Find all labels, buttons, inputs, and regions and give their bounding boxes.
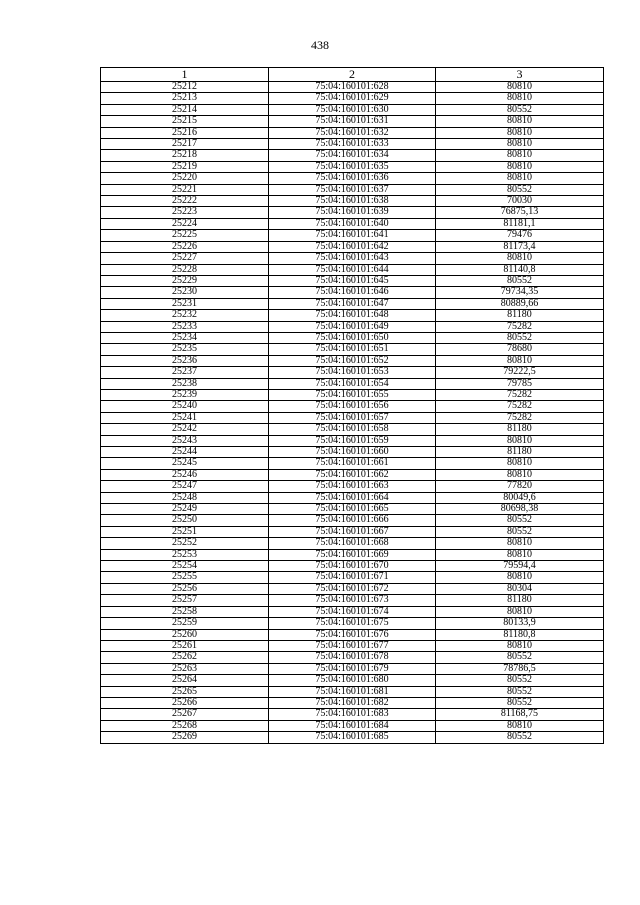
cadastral-number-cell: 75:04:160101:630: [269, 104, 436, 115]
row-number-cell: 25241: [101, 412, 269, 423]
table-row: [101, 595, 604, 606]
cadastral-number-cell: 75:04:160101:669: [269, 549, 436, 560]
row-number-cell: 25214: [101, 104, 269, 115]
value-cell: 76875,13: [436, 207, 604, 218]
cadastral-number-cell: 75:04:160101:661: [269, 458, 436, 469]
row-number-cell: 25245: [101, 458, 269, 469]
row-number-cell: 25247: [101, 481, 269, 492]
table-row: [101, 447, 604, 458]
table-row: [101, 264, 604, 275]
value-cell: 81180,8: [436, 629, 604, 640]
row-number-cell: 25251: [101, 526, 269, 537]
cadastral-number-cell: 75:04:160101:679: [269, 663, 436, 674]
table-row: [101, 549, 604, 560]
value-cell: 80552: [436, 686, 604, 697]
table-row: [101, 492, 604, 503]
value-cell: 80810: [436, 640, 604, 651]
table-row: [101, 606, 604, 617]
header-row: [101, 68, 604, 82]
table-row: [101, 401, 604, 412]
table-row: [101, 389, 604, 400]
table-row: [101, 207, 604, 218]
cadastral-number-cell: 75:04:160101:660: [269, 447, 436, 458]
row-number-cell: 25243: [101, 435, 269, 446]
table-row: [101, 618, 604, 629]
value-cell: 80552: [436, 184, 604, 195]
table-row: [101, 663, 604, 674]
table-row: [101, 697, 604, 708]
value-cell: 70030: [436, 196, 604, 207]
value-cell: 80810: [436, 469, 604, 480]
row-number-cell: 25248: [101, 492, 269, 503]
value-cell: 81173,4: [436, 241, 604, 252]
value-cell: 80552: [436, 732, 604, 743]
cadastral-number-cell: 75:04:160101:666: [269, 515, 436, 526]
table-row: [101, 629, 604, 640]
cadastral-number-cell: 75:04:160101:656: [269, 401, 436, 412]
cadastral-number-cell: 75:04:160101:631: [269, 116, 436, 127]
value-cell: 80049,6: [436, 492, 604, 503]
value-cell: 81181,1: [436, 218, 604, 229]
row-number-cell: 25261: [101, 640, 269, 651]
row-number-cell: 25252: [101, 538, 269, 549]
row-number-cell: 25239: [101, 389, 269, 400]
value-cell: 75282: [436, 412, 604, 423]
row-number-cell: 25220: [101, 173, 269, 184]
row-number-cell: 25219: [101, 161, 269, 172]
value-cell: 80810: [436, 538, 604, 549]
cadastral-number-cell: 75:04:160101:637: [269, 184, 436, 195]
row-number-cell: 25218: [101, 150, 269, 161]
table-row: [101, 526, 604, 537]
row-number-cell: 25257: [101, 595, 269, 606]
cadastral-number-cell: 75:04:160101:678: [269, 652, 436, 663]
row-number-cell: 25268: [101, 720, 269, 731]
row-number-cell: 25231: [101, 298, 269, 309]
table-row: [101, 367, 604, 378]
table-row: [101, 344, 604, 355]
table-row: [101, 652, 604, 663]
row-number-cell: 25227: [101, 253, 269, 264]
value-cell: 80810: [436, 161, 604, 172]
cadastral-number-cell: 75:04:160101:642: [269, 241, 436, 252]
cadastral-number-cell: 75:04:160101:672: [269, 583, 436, 594]
row-number-cell: 25212: [101, 82, 269, 93]
row-number-cell: 25234: [101, 332, 269, 343]
table-row: [101, 173, 604, 184]
value-cell: 80552: [436, 675, 604, 686]
row-number-cell: 25213: [101, 93, 269, 104]
table-row: [101, 218, 604, 229]
value-cell: 80552: [436, 515, 604, 526]
row-number-cell: 25225: [101, 230, 269, 241]
cadastral-number-cell: 75:04:160101:644: [269, 264, 436, 275]
table-row: [101, 538, 604, 549]
table-row: [101, 196, 604, 207]
cadastral-number-cell: 75:04:160101:684: [269, 720, 436, 731]
table-header: [101, 68, 604, 82]
table-row: [101, 116, 604, 127]
cadastral-number-cell: 75:04:160101:675: [269, 618, 436, 629]
value-cell: 80810: [436, 173, 604, 184]
value-cell: 80810: [436, 572, 604, 583]
value-cell: 80810: [436, 720, 604, 731]
row-number-cell: 25222: [101, 196, 269, 207]
value-cell: 79476: [436, 230, 604, 241]
value-cell: 80810: [436, 150, 604, 161]
table-row: [101, 640, 604, 651]
row-number-cell: 25250: [101, 515, 269, 526]
row-number-cell: 25238: [101, 378, 269, 389]
row-number-cell: 25215: [101, 116, 269, 127]
cadastral-number-cell: 75:04:160101:649: [269, 321, 436, 332]
row-number-cell: 25249: [101, 504, 269, 515]
table-row: [101, 515, 604, 526]
table-row: [101, 150, 604, 161]
table-row: [101, 275, 604, 286]
cadastral-number-cell: 75:04:160101:659: [269, 435, 436, 446]
table-row: [101, 572, 604, 583]
table-row: [101, 287, 604, 298]
cadastral-number-cell: 75:04:160101:653: [269, 367, 436, 378]
cadastral-number-cell: 75:04:160101:651: [269, 344, 436, 355]
row-number-cell: 25217: [101, 139, 269, 150]
row-number-cell: 25246: [101, 469, 269, 480]
row-number-cell: 25224: [101, 218, 269, 229]
cadastral-number-cell: 75:04:160101:658: [269, 424, 436, 435]
value-cell: 80810: [436, 549, 604, 560]
cadastral-number-cell: 75:04:160101:633: [269, 139, 436, 150]
row-number-cell: 25269: [101, 732, 269, 743]
table-row: [101, 504, 604, 515]
value-cell: 80810: [436, 116, 604, 127]
cadastral-number-cell: 75:04:160101:663: [269, 481, 436, 492]
row-number-cell: 25226: [101, 241, 269, 252]
value-cell: 80552: [436, 697, 604, 708]
cadastral-number-cell: 75:04:160101:682: [269, 697, 436, 708]
row-number-cell: 25258: [101, 606, 269, 617]
table-row: [101, 686, 604, 697]
value-cell: 80810: [436, 127, 604, 138]
table-row: [101, 184, 604, 195]
table-row: [101, 253, 604, 264]
value-cell: 80552: [436, 332, 604, 343]
row-number-cell: 25228: [101, 264, 269, 275]
cadastral-number-cell: 75:04:160101:643: [269, 253, 436, 264]
value-cell: 79785: [436, 378, 604, 389]
table-row: [101, 732, 604, 743]
row-number-cell: 25266: [101, 697, 269, 708]
value-cell: 80552: [436, 652, 604, 663]
row-number-cell: 25216: [101, 127, 269, 138]
value-cell: 80810: [436, 606, 604, 617]
value-cell: 80552: [436, 275, 604, 286]
table-row: [101, 424, 604, 435]
table-row: [101, 720, 604, 731]
cadastral-number-cell: 75:04:160101:640: [269, 218, 436, 229]
row-number-cell: 25265: [101, 686, 269, 697]
cadastral-number-cell: 75:04:160101:654: [269, 378, 436, 389]
cadastral-number-cell: 75:04:160101:648: [269, 310, 436, 321]
cadastral-number-cell: 75:04:160101:657: [269, 412, 436, 423]
row-number-cell: 25235: [101, 344, 269, 355]
value-cell: 81180: [436, 447, 604, 458]
value-cell: 81180: [436, 310, 604, 321]
cadastral-number-cell: 75:04:160101:650: [269, 332, 436, 343]
cadastral-number-cell: 75:04:160101:641: [269, 230, 436, 241]
cadastral-number-cell: 75:04:160101:677: [269, 640, 436, 651]
table-row: [101, 355, 604, 366]
table-row: [101, 709, 604, 720]
cadastral-number-cell: 75:04:160101:670: [269, 561, 436, 572]
cadastral-number-cell: 75:04:160101:645: [269, 275, 436, 286]
value-cell: 80810: [436, 355, 604, 366]
row-number-cell: 25233: [101, 321, 269, 332]
cadastral-number-cell: 75:04:160101:629: [269, 93, 436, 104]
value-cell: 80810: [436, 82, 604, 93]
cadastral-number-cell: 75:04:160101:676: [269, 629, 436, 640]
table-row: [101, 412, 604, 423]
table-row: [101, 298, 604, 309]
value-cell: 79734,35: [436, 287, 604, 298]
cadastral-number-cell: 75:04:160101:673: [269, 595, 436, 606]
cadastral-number-cell: 75:04:160101:634: [269, 150, 436, 161]
cadastral-number-cell: 75:04:160101:636: [269, 173, 436, 184]
table-row: [101, 435, 604, 446]
row-number-cell: 25253: [101, 549, 269, 560]
cadastral-number-cell: 75:04:160101:646: [269, 287, 436, 298]
table-row: [101, 458, 604, 469]
value-cell: 79222,5: [436, 367, 604, 378]
cadastral-number-cell: 75:04:160101:662: [269, 469, 436, 480]
row-number-cell: 25260: [101, 629, 269, 640]
cadastral-number-cell: 75:04:160101:667: [269, 526, 436, 537]
table-row: [101, 139, 604, 150]
column-header-3: 3: [436, 68, 604, 82]
value-cell: 81168,75: [436, 709, 604, 720]
value-cell: 80889,66: [436, 298, 604, 309]
cadastral-number-cell: 75:04:160101:683: [269, 709, 436, 720]
cadastral-number-cell: 75:04:160101:680: [269, 675, 436, 686]
table-row: [101, 481, 604, 492]
cadastral-number-cell: 75:04:160101:632: [269, 127, 436, 138]
cadastral-number-cell: 75:04:160101:638: [269, 196, 436, 207]
table-row: [101, 332, 604, 343]
cadastral-number-cell: 75:04:160101:655: [269, 389, 436, 400]
value-cell: 78680: [436, 344, 604, 355]
row-number-cell: 25230: [101, 287, 269, 298]
table-row: [101, 583, 604, 594]
cadastral-number-cell: 75:04:160101:652: [269, 355, 436, 366]
table-row: [101, 469, 604, 480]
cadastral-number-cell: 75:04:160101:671: [269, 572, 436, 583]
row-number-cell: 25242: [101, 424, 269, 435]
value-cell: 80810: [436, 139, 604, 150]
cadastral-number-cell: 75:04:160101:668: [269, 538, 436, 549]
table-row: [101, 310, 604, 321]
value-cell: 81180: [436, 424, 604, 435]
row-number-cell: 25232: [101, 310, 269, 321]
data-table-container: [100, 67, 603, 744]
value-cell: 80304: [436, 583, 604, 594]
value-cell: 80552: [436, 104, 604, 115]
row-number-cell: 25264: [101, 675, 269, 686]
row-number-cell: 25237: [101, 367, 269, 378]
cadastral-number-cell: 75:04:160101:639: [269, 207, 436, 218]
table-row: [101, 321, 604, 332]
value-cell: 80810: [436, 93, 604, 104]
page-number: 438: [311, 38, 329, 52]
value-cell: 75282: [436, 401, 604, 412]
cadastral-number-cell: 75:04:160101:674: [269, 606, 436, 617]
table-row: [101, 378, 604, 389]
column-header-1: 1: [101, 68, 269, 82]
table-row: [101, 561, 604, 572]
row-number-cell: 25263: [101, 663, 269, 674]
table-row: [101, 82, 604, 93]
value-cell: 78786,5: [436, 663, 604, 674]
value-cell: 80810: [436, 253, 604, 264]
data-table: [100, 67, 604, 744]
row-number-cell: 25223: [101, 207, 269, 218]
cadastral-number-cell: 75:04:160101:665: [269, 504, 436, 515]
table-row: [101, 241, 604, 252]
row-number-cell: 25262: [101, 652, 269, 663]
table-row: [101, 230, 604, 241]
value-cell: 75282: [436, 321, 604, 332]
value-cell: 80552: [436, 526, 604, 537]
cadastral-number-cell: 75:04:160101:635: [269, 161, 436, 172]
cadastral-number-cell: 75:04:160101:628: [269, 82, 436, 93]
row-number-cell: 25259: [101, 618, 269, 629]
value-cell: 79594,4: [436, 561, 604, 572]
cadastral-number-cell: 75:04:160101:664: [269, 492, 436, 503]
row-number-cell: 25254: [101, 561, 269, 572]
value-cell: 77820: [436, 481, 604, 492]
row-number-cell: 25221: [101, 184, 269, 195]
value-cell: 81180: [436, 595, 604, 606]
table-row: [101, 161, 604, 172]
column-header-2: 2: [269, 68, 436, 82]
table-body: [101, 82, 604, 744]
value-cell: 75282: [436, 389, 604, 400]
row-number-cell: 25236: [101, 355, 269, 366]
value-cell: 80810: [436, 458, 604, 469]
value-cell: 80698,38: [436, 504, 604, 515]
cadastral-number-cell: 75:04:160101:685: [269, 732, 436, 743]
row-number-cell: 25255: [101, 572, 269, 583]
table-row: [101, 675, 604, 686]
row-number-cell: 25240: [101, 401, 269, 412]
value-cell: 81140,8: [436, 264, 604, 275]
table-row: [101, 93, 604, 104]
cadastral-number-cell: 75:04:160101:647: [269, 298, 436, 309]
value-cell: 80810: [436, 435, 604, 446]
table-row: [101, 104, 604, 115]
row-number-cell: 25256: [101, 583, 269, 594]
row-number-cell: 25267: [101, 709, 269, 720]
cadastral-number-cell: 75:04:160101:681: [269, 686, 436, 697]
value-cell: 80133,9: [436, 618, 604, 629]
table-row: [101, 127, 604, 138]
row-number-cell: 25244: [101, 447, 269, 458]
row-number-cell: 25229: [101, 275, 269, 286]
